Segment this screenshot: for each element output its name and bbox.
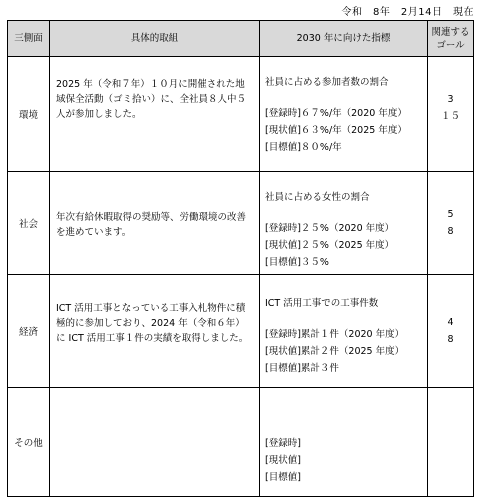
aspect-cell: 社会 [8, 172, 50, 275]
effort-text: 年次有給休暇取得の奨励等、労働環境の改善を進めています。 [56, 212, 247, 238]
table-row [8, 57, 474, 172]
target-line: [登録時]２５%（2020 年度） [265, 223, 395, 234]
target-title: ICT 活用工事での工事件数 [265, 298, 379, 309]
target-cell [260, 388, 428, 497]
target-title: 社員に占める参加者数の割合 [265, 77, 389, 88]
aspect-cell: その他 [8, 388, 50, 497]
target-line: [目標値] [265, 472, 301, 483]
header-row [8, 21, 474, 57]
goals-cell [428, 388, 474, 497]
effort-text: 2025 年（令和７年）１０月に開催された地域保全活動（ゴミ拾い）に、全社員８人中５人が参加しました。 [56, 79, 247, 120]
target-line: [登録時]累計１件（2020 年度） [265, 329, 405, 340]
table-row [8, 275, 474, 388]
target-line: [目標値]８０%/年 [265, 142, 342, 153]
table-row [8, 172, 474, 275]
target-gap [265, 90, 422, 105]
target-title: 社員に占める女性の割合 [265, 192, 370, 203]
goals-cell [428, 57, 474, 172]
aspect-cell: 経済 [8, 275, 50, 388]
goal-number: １５ [440, 111, 460, 122]
target-line: [現状値]２５%（2025 年度） [265, 240, 395, 251]
header-effort: 具体的取組 [50, 21, 260, 57]
target-line: [現状値]累計２件（2025 年度） [265, 346, 405, 357]
target-cell [260, 57, 428, 172]
target-cell [260, 172, 428, 275]
report-date: 令和 8年 2月14日 現在 [341, 7, 474, 18]
target-line: [登録時]６７%/年（2020 年度） [265, 108, 407, 119]
target-line: [目標値]３５% [265, 257, 329, 268]
header-aspect: 三側面 [8, 21, 50, 57]
target-line: [現状値]６３%/年（2025 年度） [265, 125, 407, 136]
goals-cell [428, 172, 474, 275]
goal-number: 4 [447, 317, 454, 328]
effort-cell [50, 172, 260, 275]
goals-cell [428, 275, 474, 388]
sdgs-table [7, 20, 474, 497]
target-line: [登録時] [265, 438, 301, 449]
target-gap [265, 205, 422, 220]
effort-cell [50, 275, 260, 388]
target-gap [265, 311, 422, 326]
target-line: [現状値] [265, 455, 301, 466]
goal-number: 3 [447, 94, 454, 105]
goal-number: 8 [447, 226, 454, 237]
effort-cell [50, 57, 260, 172]
effort-text: ICT 活用工事となっている工事入札物件に積極的に参加しており、2024 年（令和６年）に ICT 活用工事１件の実績を取得しました。 [56, 303, 249, 344]
goal-number: 8 [447, 334, 454, 345]
header-goals-label: 関連する ゴール [431, 26, 470, 51]
target-line: [目標値]累計３件 [265, 363, 339, 374]
effort-cell [50, 388, 260, 497]
header-target: 2030 年に向けた指標 [260, 21, 428, 57]
goal-number: 5 [447, 209, 454, 220]
header-goals [428, 21, 474, 57]
aspect-cell: 環境 [8, 57, 50, 172]
target-cell [260, 275, 428, 388]
table-row [8, 388, 474, 497]
